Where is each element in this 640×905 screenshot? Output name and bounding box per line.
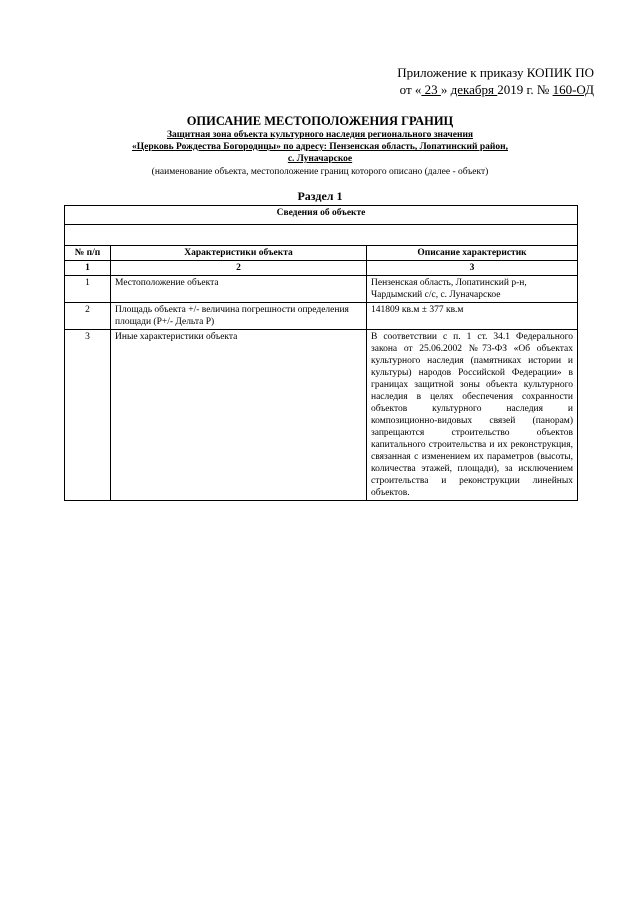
row-characteristic: Местоположение объекта bbox=[111, 276, 367, 303]
row-characteristic: Иные характеристики объекта bbox=[111, 330, 367, 501]
row-number: 3 bbox=[65, 330, 111, 501]
date-year: 2019 г. № bbox=[497, 82, 553, 97]
section-title: Раздел 1 bbox=[297, 189, 343, 203]
row-description: 141809 кв.м ± 377 кв.м bbox=[367, 303, 578, 330]
date-month: декабря bbox=[450, 82, 498, 97]
object-line-1: Защитная зона объекта культурного наследия регионального значения bbox=[166, 130, 474, 140]
order-number: 160-ОД bbox=[552, 82, 594, 97]
empty-cell bbox=[65, 225, 578, 246]
caption-row bbox=[65, 206, 578, 225]
column-number-row bbox=[65, 261, 578, 276]
appendix-header bbox=[397, 64, 594, 98]
header-number: № п/п bbox=[65, 246, 111, 261]
row-number: 2 bbox=[65, 303, 111, 330]
date-day: 23 bbox=[421, 82, 441, 97]
table-row bbox=[65, 330, 578, 501]
order-date-line bbox=[397, 81, 594, 98]
header-description: Описание характеристик bbox=[367, 246, 578, 261]
object-info-table bbox=[64, 205, 578, 501]
column-number: 3 bbox=[367, 261, 578, 276]
date-mid: » bbox=[440, 82, 451, 97]
table-caption: Сведения об объекте bbox=[65, 206, 578, 225]
row-number: 1 bbox=[65, 276, 111, 303]
header-characteristic: Характеристики объекта bbox=[111, 246, 367, 261]
column-number: 1 bbox=[65, 261, 111, 276]
object-line-3: с. Луначарское bbox=[287, 154, 353, 164]
empty-row bbox=[65, 225, 578, 246]
column-number: 2 bbox=[111, 261, 367, 276]
table-row bbox=[65, 276, 578, 303]
header-row bbox=[65, 246, 578, 261]
date-prefix: от « bbox=[399, 82, 422, 97]
row-description: Пензенская область, Лопатинский р-н, Чардымский с/с, с. Луначарское bbox=[367, 276, 578, 303]
table-row bbox=[65, 303, 578, 330]
document-title: ОПИСАНИЕ МЕСТОПОЛОЖЕНИЯ ГРАНИЦ bbox=[186, 114, 454, 128]
appendix-line: Приложение к приказу КОПИК ПО bbox=[397, 65, 594, 80]
row-description: В соответствии с п. 1 ст. 34.1 Федерального закона от 25.06.2002 №73-ФЗ «Об объектах культурного наследия (памятниках истории и культуры) народов Российской Федерации» в границах защитной зоны объекта культурного наследия в целях обеспечения сохранности объектов культурного наследия и композиционно-видовых связей (панорам) запрещаются строительство объектов капитального строительства и их реконструкция, связанная с изменением их параметров (высоты, количества этажей, площади), за исключением строительства и реконструкции линейных объектов. bbox=[367, 330, 578, 501]
row-characteristic: Площадь объекта +/- величина погрешности определения площади (Р+/- Дельта Р) bbox=[111, 303, 367, 330]
object-note: (наименование объекта, местоположение границ которого описано (далее - объект) bbox=[151, 167, 489, 177]
object-line-2: «Церковь Рождества Богородицы» по адресу: Пензенская область, Лопатинский район, bbox=[132, 142, 508, 152]
title-block bbox=[64, 113, 576, 179]
